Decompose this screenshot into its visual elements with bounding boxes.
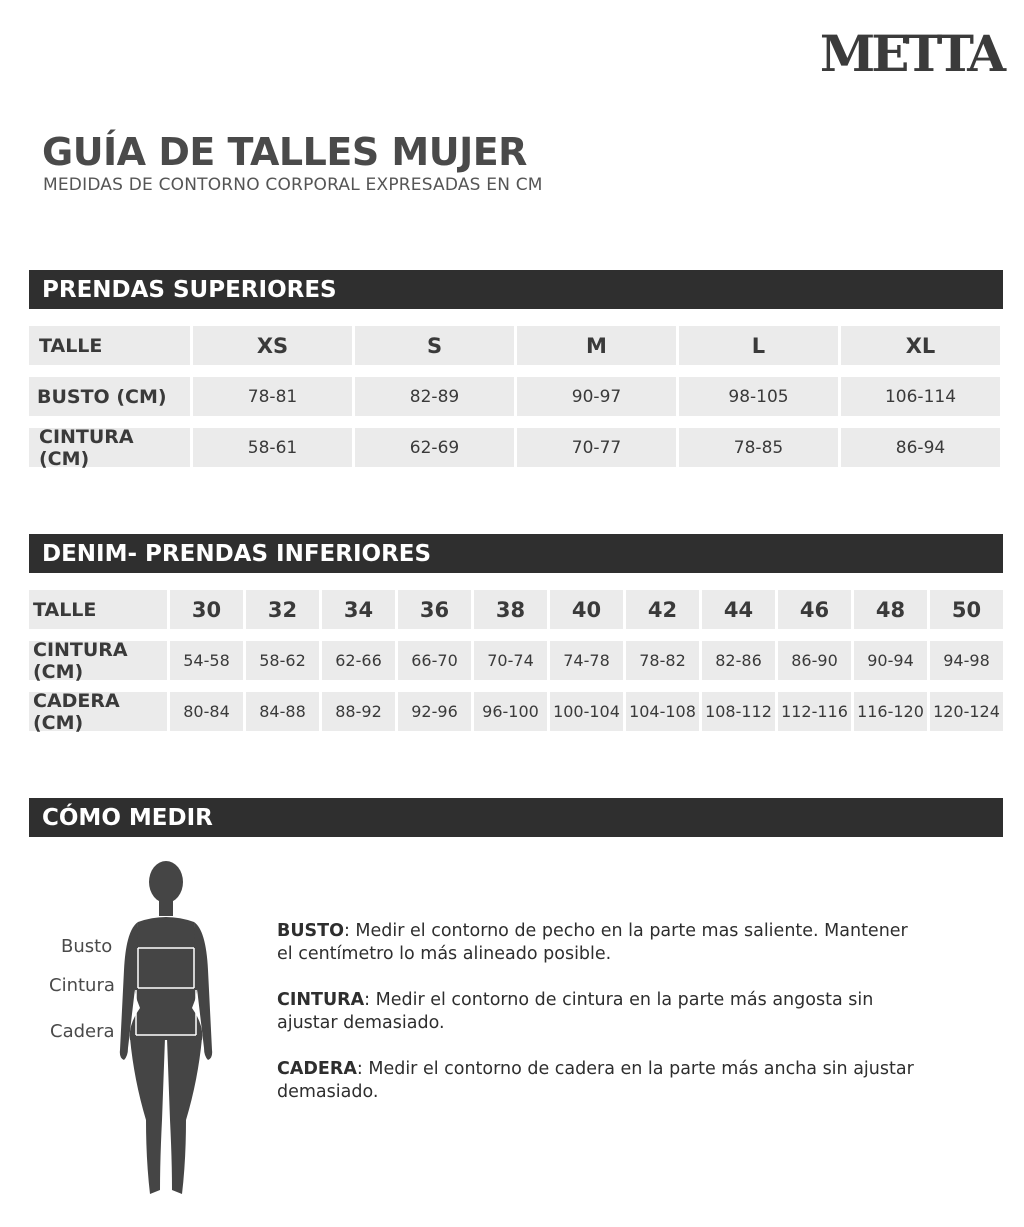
table-row (29, 590, 1003, 629)
table-cell: L (679, 326, 838, 365)
table-cell: 74-78 (550, 641, 623, 680)
table-cell: 78-82 (626, 641, 699, 680)
table-cell: 46 (778, 590, 851, 629)
table-cell: 92-96 (398, 692, 471, 731)
table-cell: 58-62 (246, 641, 319, 680)
row-label: TALLE (29, 590, 167, 629)
measure-instructions (277, 920, 917, 1127)
instruction-waist (277, 989, 917, 1035)
female-body-silhouette-icon (116, 860, 216, 1200)
figure-label-waist: Cintura (49, 975, 115, 996)
row-label: CINTURA (CM) (29, 428, 190, 467)
table-cell: 100-104 (550, 692, 623, 731)
instruction-term: CINTURA (277, 990, 365, 1010)
table-cell: 62-66 (322, 641, 395, 680)
row-label: TALLE (29, 326, 190, 365)
instruction-term: BUSTO (277, 921, 344, 941)
table-row (29, 638, 1003, 683)
instruction-term: CADERA (277, 1059, 357, 1079)
table-cell: 90-94 (854, 641, 927, 680)
table-cell: S (355, 326, 514, 365)
table-cell: 42 (626, 590, 699, 629)
table-cell: 86-94 (841, 428, 1000, 467)
brand-logo: METTA (819, 24, 1002, 83)
table-cell: 80-84 (170, 692, 243, 731)
table-cell: 88-92 (322, 692, 395, 731)
table-cell: 54-58 (170, 641, 243, 680)
table-cell: 40 (550, 590, 623, 629)
table-cell: 82-89 (355, 377, 514, 416)
table-cell: 94-98 (930, 641, 1003, 680)
table-row (29, 425, 1000, 470)
row-label: BUSTO (CM) (29, 377, 190, 416)
instruction-text: : Medir el contorno de pecho en la parte mas saliente. Mantener el centímetro lo más alineado posible. (277, 921, 908, 964)
table-cell: M (517, 326, 676, 365)
figure-label-bust: Busto (61, 936, 113, 957)
table-cell: 90-97 (517, 377, 676, 416)
table-cell: 116-120 (854, 692, 927, 731)
table-cell: 66-70 (398, 641, 471, 680)
table-cell: 106-114 (841, 377, 1000, 416)
instruction-text: : Medir el contorno de cintura en la parte más angosta sin ajustar demasiado. (277, 990, 874, 1033)
table-cell: 30 (170, 590, 243, 629)
figure-label-hip: Cadera (50, 1021, 115, 1042)
row-label: CADERA (CM) (29, 692, 167, 731)
table-row (29, 326, 1000, 365)
table-cell: 84-88 (246, 692, 319, 731)
table-cell: 62-69 (355, 428, 514, 467)
instruction-text: : Medir el contorno de cadera en la parte más ancha sin ajustar demasiado. (277, 1059, 914, 1102)
table-cell: 98-105 (679, 377, 838, 416)
table-row (29, 689, 1003, 734)
table-cell: 120-124 (930, 692, 1003, 731)
section-header-how-to-measure: CÓMO MEDIR (29, 798, 1003, 837)
table-cell: 78-85 (679, 428, 838, 467)
tops-size-table (29, 326, 1000, 479)
table-cell: 104-108 (626, 692, 699, 731)
table-cell: 50 (930, 590, 1003, 629)
table-cell: 58-61 (193, 428, 352, 467)
table-cell: 112-116 (778, 692, 851, 731)
page-subtitle: MEDIDAS DE CONTORNO CORPORAL EXPRESADAS EN CM (43, 175, 543, 195)
table-cell: 82-86 (702, 641, 775, 680)
instruction-bust (277, 920, 917, 966)
table-cell: 38 (474, 590, 547, 629)
table-row (29, 377, 1000, 416)
bottoms-size-table (29, 590, 1003, 743)
table-cell: 108-112 (702, 692, 775, 731)
table-cell: 48 (854, 590, 927, 629)
section-header-tops: PRENDAS SUPERIORES (29, 270, 1003, 309)
table-cell: 70-77 (517, 428, 676, 467)
table-cell: 78-81 (193, 377, 352, 416)
table-cell: 44 (702, 590, 775, 629)
table-cell: 34 (322, 590, 395, 629)
table-cell: 70-74 (474, 641, 547, 680)
section-header-bottoms: DENIM- PRENDAS INFERIORES (29, 534, 1003, 573)
table-cell: 32 (246, 590, 319, 629)
table-cell: 36 (398, 590, 471, 629)
table-cell: XS (193, 326, 352, 365)
table-cell: 86-90 (778, 641, 851, 680)
page-title: GUÍA DE TALLES MUJER (42, 130, 527, 174)
table-cell: XL (841, 326, 1000, 365)
row-label: CINTURA (CM) (29, 641, 167, 680)
table-cell: 96-100 (474, 692, 547, 731)
instruction-hip (277, 1058, 917, 1104)
